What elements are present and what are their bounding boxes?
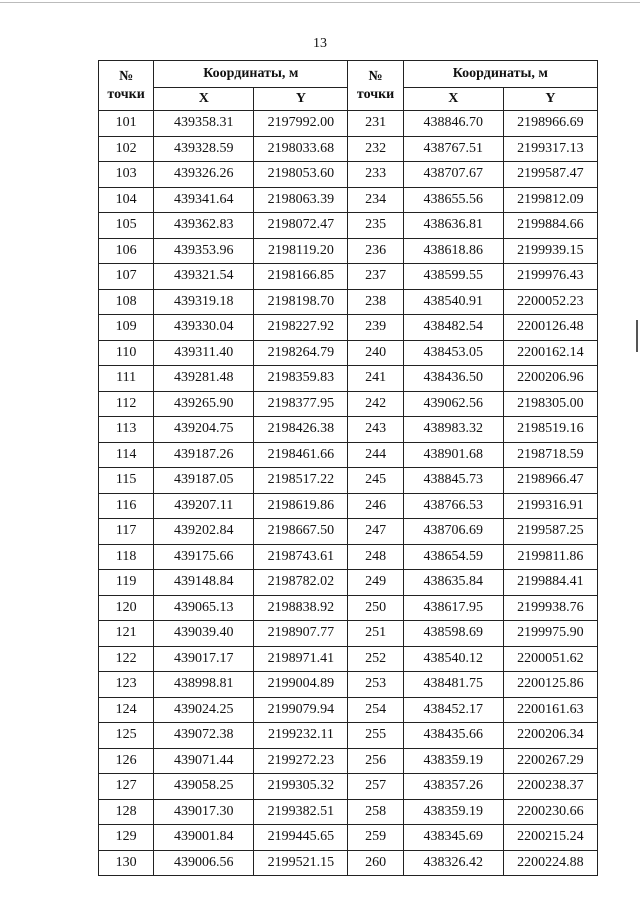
x-coord-right: 438453.05 xyxy=(403,340,503,366)
x-coord-left: 439265.90 xyxy=(154,391,254,417)
point-number-left: 111 xyxy=(99,366,154,392)
point-number-right: 241 xyxy=(348,366,403,392)
y-coord-left: 2199272.23 xyxy=(254,748,348,774)
x-coord-left: 439204.75 xyxy=(154,417,254,443)
x-coord-right: 438901.68 xyxy=(403,442,503,468)
x-coord-right: 438540.12 xyxy=(403,646,503,672)
point-number-left: 122 xyxy=(99,646,154,672)
y-coord-left: 2198072.47 xyxy=(254,213,348,239)
x-coord-right: 438845.73 xyxy=(403,468,503,494)
x-coord-left: 439321.54 xyxy=(154,264,254,290)
point-number-left: 128 xyxy=(99,799,154,825)
table-row xyxy=(99,621,598,647)
y-coord-right: 2200224.88 xyxy=(503,850,597,876)
y-coord-right: 2199939.15 xyxy=(503,238,597,264)
table-row xyxy=(99,595,598,621)
x-coord-left: 439328.59 xyxy=(154,136,254,162)
x-coord-left: 439058.25 xyxy=(154,774,254,800)
point-number-right: 242 xyxy=(348,391,403,417)
point-number-left: 123 xyxy=(99,672,154,698)
y-coord-right: 2199976.43 xyxy=(503,264,597,290)
x-coord-right: 438635.84 xyxy=(403,570,503,596)
y-coord-right: 2200162.14 xyxy=(503,340,597,366)
coords-header-left: Координаты, м xyxy=(154,61,348,88)
table-row xyxy=(99,544,598,570)
table-row xyxy=(99,646,598,672)
x-coord-left: 439341.64 xyxy=(154,187,254,213)
x-coord-right: 438654.59 xyxy=(403,544,503,570)
point-number-right: 233 xyxy=(348,162,403,188)
point-number-right: 248 xyxy=(348,544,403,570)
y-coord-right: 2198966.47 xyxy=(503,468,597,494)
table-row xyxy=(99,697,598,723)
point-number-right: 258 xyxy=(348,799,403,825)
y-coord-left: 2198053.60 xyxy=(254,162,348,188)
x-coord-right: 438707.67 xyxy=(403,162,503,188)
table-row xyxy=(99,136,598,162)
point-number-header-right xyxy=(348,61,403,111)
x-coord-right: 438767.51 xyxy=(403,136,503,162)
table-row xyxy=(99,748,598,774)
y-header-right: Y xyxy=(503,88,597,111)
point-number-right: 231 xyxy=(348,111,403,137)
y-coord-right: 2198519.16 xyxy=(503,417,597,443)
table-row xyxy=(99,850,598,876)
table-body xyxy=(99,111,598,876)
x-coord-right: 438617.95 xyxy=(403,595,503,621)
x-header-left: X xyxy=(154,88,254,111)
coordinates-table xyxy=(98,60,598,876)
point-number-right: 257 xyxy=(348,774,403,800)
point-number-right: 237 xyxy=(348,264,403,290)
x-coord-right: 438357.26 xyxy=(403,774,503,800)
point-number-word: точки xyxy=(107,86,145,102)
x-coord-left: 439006.56 xyxy=(154,850,254,876)
y-coord-right: 2199811.86 xyxy=(503,544,597,570)
y-coord-right: 2200206.96 xyxy=(503,366,597,392)
table-header xyxy=(99,61,598,111)
x-coord-left: 439187.26 xyxy=(154,442,254,468)
point-number-left: 130 xyxy=(99,850,154,876)
y-coord-right: 2200238.37 xyxy=(503,774,597,800)
point-number-left: 117 xyxy=(99,519,154,545)
y-coord-right: 2198718.59 xyxy=(503,442,597,468)
point-number-left: 101 xyxy=(99,111,154,137)
x-coord-left: 439024.25 xyxy=(154,697,254,723)
point-number-left: 109 xyxy=(99,315,154,341)
y-coord-right: 2200125.86 xyxy=(503,672,597,698)
point-number-left: 106 xyxy=(99,238,154,264)
point-number-right: 255 xyxy=(348,723,403,749)
point-number-left: 102 xyxy=(99,136,154,162)
point-number-right: 234 xyxy=(348,187,403,213)
y-coord-right: 2200161.63 xyxy=(503,697,597,723)
x-coord-right: 438599.55 xyxy=(403,264,503,290)
y-coord-right: 2199938.76 xyxy=(503,595,597,621)
x-coord-left: 439319.18 xyxy=(154,289,254,315)
x-coord-right: 438766.53 xyxy=(403,493,503,519)
x-coord-right: 438636.81 xyxy=(403,213,503,239)
y-coord-right: 2200230.66 xyxy=(503,799,597,825)
y-coord-left: 2198619.86 xyxy=(254,493,348,519)
point-number-right: 256 xyxy=(348,748,403,774)
point-number-right: 250 xyxy=(348,595,403,621)
point-number-word: точки xyxy=(356,86,395,102)
point-number-right: 235 xyxy=(348,213,403,239)
x-coord-right: 438359.19 xyxy=(403,799,503,825)
point-number-right: 238 xyxy=(348,289,403,315)
point-number-left: 113 xyxy=(99,417,154,443)
point-number-left: 104 xyxy=(99,187,154,213)
point-number-left: 129 xyxy=(99,825,154,851)
table-row xyxy=(99,264,598,290)
x-coord-right: 438540.91 xyxy=(403,289,503,315)
point-number-right: 243 xyxy=(348,417,403,443)
y-coord-left: 2199305.32 xyxy=(254,774,348,800)
y-coord-right: 2199587.25 xyxy=(503,519,597,545)
y-coord-left: 2198119.20 xyxy=(254,238,348,264)
y-coord-left: 2198227.92 xyxy=(254,315,348,341)
y-coord-left: 2198359.83 xyxy=(254,366,348,392)
x-coord-right: 438655.56 xyxy=(403,187,503,213)
y-coord-right: 2200215.24 xyxy=(503,825,597,851)
y-coord-right: 2199884.66 xyxy=(503,213,597,239)
y-coord-right: 2200126.48 xyxy=(503,315,597,341)
y-coord-left: 2198971.41 xyxy=(254,646,348,672)
y-coord-left: 2198782.02 xyxy=(254,570,348,596)
x-coord-right: 438983.32 xyxy=(403,417,503,443)
point-number-right: 245 xyxy=(348,468,403,494)
y-coord-right: 2199812.09 xyxy=(503,187,597,213)
y-coord-right: 2198966.69 xyxy=(503,111,597,137)
point-number-left: 124 xyxy=(99,697,154,723)
x-coord-left: 439326.26 xyxy=(154,162,254,188)
point-number-right: 259 xyxy=(348,825,403,851)
point-number-right: 246 xyxy=(348,493,403,519)
table-row xyxy=(99,468,598,494)
point-number-header-left xyxy=(99,61,154,111)
point-number-right: 240 xyxy=(348,340,403,366)
y-coord-left: 2198838.92 xyxy=(254,595,348,621)
table-row xyxy=(99,187,598,213)
point-number-left: 121 xyxy=(99,621,154,647)
y-coord-left: 2198517.22 xyxy=(254,468,348,494)
table-row xyxy=(99,417,598,443)
point-number-left: 126 xyxy=(99,748,154,774)
point-number-right: 260 xyxy=(348,850,403,876)
point-number-right: 254 xyxy=(348,697,403,723)
point-number-left: 125 xyxy=(99,723,154,749)
y-coord-left: 2198033.68 xyxy=(254,136,348,162)
table-row xyxy=(99,570,598,596)
point-number-left: 115 xyxy=(99,468,154,494)
y-coord-left: 2198166.85 xyxy=(254,264,348,290)
point-number-left: 118 xyxy=(99,544,154,570)
point-number-left: 120 xyxy=(99,595,154,621)
y-coord-right: 2199317.13 xyxy=(503,136,597,162)
point-number-right: 236 xyxy=(348,238,403,264)
x-coord-right: 438482.54 xyxy=(403,315,503,341)
y-coord-right: 2200052.23 xyxy=(503,289,597,315)
table-row xyxy=(99,162,598,188)
x-coord-right: 438452.17 xyxy=(403,697,503,723)
point-number-sign: № xyxy=(368,68,383,84)
point-number-left: 114 xyxy=(99,442,154,468)
x-coord-left: 439281.48 xyxy=(154,366,254,392)
y-coord-right: 2200267.29 xyxy=(503,748,597,774)
y-coord-right: 2199884.41 xyxy=(503,570,597,596)
scan-edge-mark xyxy=(636,320,638,352)
point-number-left: 105 xyxy=(99,213,154,239)
point-number-left: 110 xyxy=(99,340,154,366)
page-number: 13 xyxy=(313,36,327,51)
point-number-left: 107 xyxy=(99,264,154,290)
point-number-left: 127 xyxy=(99,774,154,800)
point-number-right: 251 xyxy=(348,621,403,647)
y-coord-left: 2199521.15 xyxy=(254,850,348,876)
x-coord-left: 439071.44 xyxy=(154,748,254,774)
x-coord-left: 439358.31 xyxy=(154,111,254,137)
y-coord-left: 2197992.00 xyxy=(254,111,348,137)
point-number-right: 252 xyxy=(348,646,403,672)
y-coord-left: 2198743.61 xyxy=(254,544,348,570)
x-coord-right: 438435.66 xyxy=(403,723,503,749)
y-coord-left: 2198667.50 xyxy=(254,519,348,545)
table-row xyxy=(99,799,598,825)
x-header-right: X xyxy=(403,88,503,111)
x-coord-right: 439062.56 xyxy=(403,391,503,417)
scan-top-edge xyxy=(0,2,640,3)
y-coord-right: 2200206.34 xyxy=(503,723,597,749)
point-number-left: 116 xyxy=(99,493,154,519)
table-row xyxy=(99,519,598,545)
y-coord-left: 2198461.66 xyxy=(254,442,348,468)
y-coord-left: 2199232.11 xyxy=(254,723,348,749)
x-coord-left: 438998.81 xyxy=(154,672,254,698)
x-coord-left: 439072.38 xyxy=(154,723,254,749)
y-coord-left: 2199382.51 xyxy=(254,799,348,825)
y-coord-right: 2198305.00 xyxy=(503,391,597,417)
y-header-left: Y xyxy=(254,88,348,111)
y-coord-left: 2199445.65 xyxy=(254,825,348,851)
y-coord-left: 2198063.39 xyxy=(254,187,348,213)
table-row xyxy=(99,111,598,137)
x-coord-left: 439148.84 xyxy=(154,570,254,596)
point-number-left: 108 xyxy=(99,289,154,315)
x-coord-left: 439065.13 xyxy=(154,595,254,621)
point-number-sign: № xyxy=(119,68,134,84)
table-row xyxy=(99,493,598,519)
x-coord-left: 439330.04 xyxy=(154,315,254,341)
point-number-right: 247 xyxy=(348,519,403,545)
x-coord-left: 439353.96 xyxy=(154,238,254,264)
y-coord-right: 2199587.47 xyxy=(503,162,597,188)
point-number-right: 232 xyxy=(348,136,403,162)
x-coord-left: 439207.11 xyxy=(154,493,254,519)
table-row xyxy=(99,315,598,341)
y-coord-left: 2199004.89 xyxy=(254,672,348,698)
y-coord-left: 2198907.77 xyxy=(254,621,348,647)
point-number-right: 253 xyxy=(348,672,403,698)
table-row xyxy=(99,289,598,315)
x-coord-right: 438436.50 xyxy=(403,366,503,392)
point-number-left: 119 xyxy=(99,570,154,596)
y-coord-right: 2199316.91 xyxy=(503,493,597,519)
table-row xyxy=(99,825,598,851)
x-coord-right: 438345.69 xyxy=(403,825,503,851)
x-coord-right: 438846.70 xyxy=(403,111,503,137)
point-number-left: 112 xyxy=(99,391,154,417)
x-coord-left: 439039.40 xyxy=(154,621,254,647)
y-coord-left: 2199079.94 xyxy=(254,697,348,723)
table-row xyxy=(99,774,598,800)
y-coord-left: 2198426.38 xyxy=(254,417,348,443)
point-number-right: 249 xyxy=(348,570,403,596)
x-coord-right: 438598.69 xyxy=(403,621,503,647)
x-coord-left: 439001.84 xyxy=(154,825,254,851)
x-coord-right: 438326.42 xyxy=(403,850,503,876)
y-coord-left: 2198264.79 xyxy=(254,340,348,366)
x-coord-left: 439175.66 xyxy=(154,544,254,570)
x-coord-right: 438359.19 xyxy=(403,748,503,774)
table-row xyxy=(99,672,598,698)
y-coord-right: 2199975.90 xyxy=(503,621,597,647)
y-coord-right: 2200051.62 xyxy=(503,646,597,672)
x-coord-left: 439202.84 xyxy=(154,519,254,545)
point-number-left: 103 xyxy=(99,162,154,188)
x-coord-left: 439187.05 xyxy=(154,468,254,494)
x-coord-right: 438481.75 xyxy=(403,672,503,698)
x-coord-left: 439362.83 xyxy=(154,213,254,239)
table-row xyxy=(99,366,598,392)
point-number-right: 244 xyxy=(348,442,403,468)
y-coord-left: 2198377.95 xyxy=(254,391,348,417)
table-row xyxy=(99,442,598,468)
table-row xyxy=(99,238,598,264)
y-coord-left: 2198198.70 xyxy=(254,289,348,315)
table-row xyxy=(99,391,598,417)
table-row xyxy=(99,723,598,749)
point-number-right: 239 xyxy=(348,315,403,341)
x-coord-right: 438618.86 xyxy=(403,238,503,264)
x-coord-right: 438706.69 xyxy=(403,519,503,545)
coords-header-right: Координаты, м xyxy=(403,61,597,88)
x-coord-left: 439311.40 xyxy=(154,340,254,366)
table-row xyxy=(99,213,598,239)
x-coord-left: 439017.17 xyxy=(154,646,254,672)
x-coord-left: 439017.30 xyxy=(154,799,254,825)
table-row xyxy=(99,340,598,366)
